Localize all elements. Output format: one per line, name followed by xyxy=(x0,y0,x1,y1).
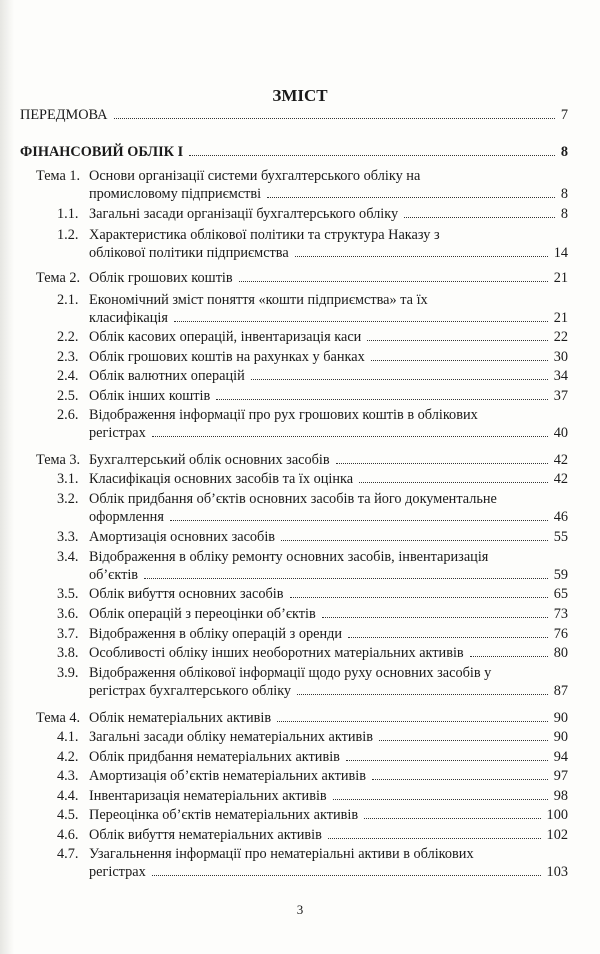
toc-entry-leader-row xyxy=(89,683,568,699)
dot-leader xyxy=(277,721,548,722)
toc-entry-title: Загальні засади обліку нематеріальних активів xyxy=(89,729,373,745)
toc-entry-number: 4.6. xyxy=(57,827,79,843)
toc-entry-title: класифікація xyxy=(89,310,168,326)
dot-leader xyxy=(346,760,548,761)
toc-entry-title: Переоцінка об’єктів нематеріальних активів xyxy=(89,807,359,823)
toc-entry-title-line: Облік придбання об’єктів основних засобів та його документальне xyxy=(89,491,497,507)
toc-entry-leader-row xyxy=(89,729,568,745)
dot-leader xyxy=(174,321,548,322)
toc-entry-title: Облік вибуття основних засобів xyxy=(89,586,284,602)
toc-entry-page: 42 xyxy=(553,471,568,487)
toc-entry-leader-row xyxy=(20,107,568,123)
dot-leader xyxy=(404,217,555,218)
dot-leader xyxy=(371,360,548,361)
toc-entry-leader-row xyxy=(89,509,568,525)
toc-entry-leader-row xyxy=(89,471,568,487)
toc-entry-page: 42 xyxy=(553,452,568,468)
dot-leader xyxy=(290,597,548,598)
toc-entry-title: промисловому підприємстві xyxy=(89,186,262,202)
toc-entry-number: 2.1. xyxy=(57,292,79,308)
toc-entry-leader-row xyxy=(89,710,568,726)
toc-entry-number: 3.1. xyxy=(57,471,79,487)
toc-entry-page: 80 xyxy=(553,645,568,661)
toc-entry-title: Інвентаризація нематеріальних активів xyxy=(89,788,327,804)
toc-entry-leader-row xyxy=(89,768,568,784)
page-spine-shadow xyxy=(0,0,14,954)
toc-entry-leader-row xyxy=(89,388,568,404)
dot-leader xyxy=(144,578,548,579)
toc-entry-leader-row xyxy=(89,206,568,222)
toc-entry-page: 7 xyxy=(560,107,568,123)
dot-leader xyxy=(114,118,555,119)
toc-entry-title: Облік валютних операцій xyxy=(89,368,245,384)
toc-entry-leader-row xyxy=(89,245,568,261)
toc-entry-number: 4.1. xyxy=(57,729,79,745)
toc-entry-page: 87 xyxy=(553,683,568,699)
toc-entry-number: Тема 3. xyxy=(36,452,81,468)
toc-entry-leader-row xyxy=(89,186,568,202)
toc-entry-page: 8 xyxy=(560,206,568,222)
dot-leader xyxy=(152,436,548,437)
toc-entry-page: 65 xyxy=(553,586,568,602)
toc-entry-leader-row xyxy=(89,310,568,326)
toc-entry-title-line: Узагальнення інформації про нематеріальні активи в облікових xyxy=(89,846,474,862)
toc-entry-number: 3.5. xyxy=(57,586,79,602)
toc-entry-number: 2.3. xyxy=(57,349,79,365)
toc-entry-number: 3.7. xyxy=(57,626,79,642)
toc-entry-title-line: Відображення інформації про рух грошових коштів в облікових xyxy=(89,407,478,423)
toc-entry-page: 22 xyxy=(553,329,568,345)
toc-entry-title: облікової політики підприємства xyxy=(89,245,289,261)
toc-entry-leader-row xyxy=(89,749,568,765)
toc-entry-page: 100 xyxy=(546,807,568,823)
toc-entry-number: Тема 4. xyxy=(36,710,81,726)
toc-entry-page: 46 xyxy=(553,509,568,525)
toc-entry-title: регістрах xyxy=(89,864,146,880)
toc-entry-number: 4.7. xyxy=(57,846,79,862)
dot-leader xyxy=(239,281,548,282)
toc-entry-title: Облік касових операцій, інвентаризація каси xyxy=(89,329,362,345)
toc-entry-leader-row xyxy=(89,626,568,642)
toc-entry-title: Облік грошових коштів на рахунках у банках xyxy=(89,349,365,365)
toc-entry-title-line: Відображення облікової інформації щодо руху основних засобів у xyxy=(89,665,492,681)
dot-leader xyxy=(152,875,541,876)
dot-leader xyxy=(379,740,548,741)
dot-leader xyxy=(359,482,548,483)
toc-entry-page: 30 xyxy=(553,349,568,365)
toc-entry-leader-row xyxy=(89,529,568,545)
toc-entry-title-line: Економічний зміст поняття «кошти підприємства» та їх xyxy=(89,292,428,308)
toc-entry-page: 34 xyxy=(553,368,568,384)
toc-entry-leader-row xyxy=(89,567,568,583)
dot-leader xyxy=(297,694,548,695)
toc-entry-number: 3.2. xyxy=(57,491,79,507)
toc-entry-number: 4.5. xyxy=(57,807,79,823)
toc-entry-leader-row xyxy=(89,586,568,602)
toc-entry-number: 3.8. xyxy=(57,645,79,661)
toc-entry-page: 73 xyxy=(553,606,568,622)
toc-entry-title: Амортизація об’єктів нематеріальних активів xyxy=(89,768,367,784)
toc-entry-leader-row xyxy=(89,452,568,468)
toc-entry-page: 97 xyxy=(553,768,568,784)
toc-entry-leader-row xyxy=(89,606,568,622)
dot-leader xyxy=(295,256,548,257)
toc-entry-leader-row xyxy=(89,645,568,661)
toc-entry-title: Загальні засади організації бухгалтерського обліку xyxy=(89,206,399,222)
toc-entry-page: 40 xyxy=(553,425,568,441)
toc-entry-title: об’єктів xyxy=(89,567,139,583)
toc-entry-page: 8 xyxy=(560,144,568,160)
toc-entry-title: оформлення xyxy=(89,509,164,525)
toc-entry-number: 1.2. xyxy=(57,227,79,243)
toc-entry-page: 59 xyxy=(553,567,568,583)
toc-entry-leader-row xyxy=(89,270,568,286)
toc-entry-title-line: Відображення в обліку ремонту основних засобів, інвентаризація xyxy=(89,549,489,565)
toc-entry-number: 4.3. xyxy=(57,768,79,784)
toc-entry-title: Амортизація основних засобів xyxy=(89,529,276,545)
toc-entry-title: Облік інших коштів xyxy=(89,388,211,404)
toc-entry-number: 3.6. xyxy=(57,606,79,622)
toc-entry-page: 21 xyxy=(553,310,568,326)
page-title: ЗМІСТ xyxy=(272,86,328,105)
toc-entry-title: Облік придбання нематеріальних активів xyxy=(89,749,340,765)
toc-entry-page: 14 xyxy=(553,245,568,261)
toc-entry-title: Облік вибуття нематеріальних активів xyxy=(89,827,322,843)
dot-leader xyxy=(322,617,548,618)
toc-entry-title: ПЕРЕДМОВА xyxy=(20,107,108,123)
toc-entry-title-line: Характеристика облікової політики та структура Наказу з xyxy=(89,227,440,243)
toc-entry-title: регістрах xyxy=(89,425,146,441)
toc-entry-title-line: Основи організації системи бухгалтерського обліку на xyxy=(89,168,421,184)
toc-entry-number: 4.2. xyxy=(57,749,79,765)
toc-entry-leader-row xyxy=(89,368,568,384)
dot-leader xyxy=(328,838,541,839)
toc-entry-number: 1.1. xyxy=(57,206,79,222)
toc-entry-leader-row xyxy=(89,329,568,345)
dot-leader xyxy=(372,779,548,780)
toc-entry-page: 94 xyxy=(553,749,568,765)
dot-leader xyxy=(281,540,548,541)
toc-entry-page: 37 xyxy=(553,388,568,404)
toc-entry-number: 2.5. xyxy=(57,388,79,404)
toc-entry-page: 103 xyxy=(546,864,568,880)
dot-leader xyxy=(470,656,548,657)
toc-entry-page: 98 xyxy=(553,788,568,804)
toc-entry-page: 76 xyxy=(553,626,568,642)
toc-entry-number: 2.6. xyxy=(57,407,79,423)
dot-leader xyxy=(170,520,548,521)
toc-entry-leader-row xyxy=(89,864,568,880)
toc-entry-title: Облік нематеріальних активів xyxy=(89,710,272,726)
dot-leader xyxy=(267,197,555,198)
toc-entry-title: Відображення в обліку операцій з оренди xyxy=(89,626,343,642)
dot-leader xyxy=(336,463,548,464)
toc-entry-title: Класифікація основних засобів та їх оцінка xyxy=(89,471,354,487)
dot-leader xyxy=(333,799,548,800)
toc-entry-page: 90 xyxy=(553,729,568,745)
toc-entry-leader-row xyxy=(89,425,568,441)
toc-entry-page: 55 xyxy=(553,529,568,545)
toc-entry-number: Тема 2. xyxy=(36,270,81,286)
toc-entry-title: Облік грошових коштів xyxy=(89,270,233,286)
toc-entry-number: 3.3. xyxy=(57,529,79,545)
toc-entry-page: 21 xyxy=(553,270,568,286)
toc-entry-leader-row xyxy=(89,788,568,804)
toc-entry-page: 102 xyxy=(546,827,568,843)
toc-entry-leader-row xyxy=(20,144,568,160)
toc-entry-title: регістрах бухгалтерського обліку xyxy=(89,683,292,699)
toc-entry-leader-row xyxy=(89,807,568,823)
toc-entry-number: 3.9. xyxy=(57,665,79,681)
dot-leader xyxy=(216,399,547,400)
toc-entry-number: 2.4. xyxy=(57,368,79,384)
toc-entry-number: Тема 1. xyxy=(36,168,81,184)
toc-entry-leader-row xyxy=(89,349,568,365)
dot-leader xyxy=(189,155,555,156)
toc-entry-page: 90 xyxy=(553,710,568,726)
page-number: 3 xyxy=(296,902,304,917)
dot-leader xyxy=(364,818,540,819)
dot-leader xyxy=(348,637,548,638)
toc-entry-leader-row xyxy=(89,827,568,843)
toc-entry-title: Особливості обліку інших необоротних матеріальних активів xyxy=(89,645,464,661)
toc-entry-page: 8 xyxy=(560,186,568,202)
toc-entry-number: 4.4. xyxy=(57,788,79,804)
toc-entry-title: Бухгалтерський облік основних засобів xyxy=(89,452,330,468)
toc-entry-number: 2.2. xyxy=(57,329,79,345)
toc-entry-title: ФІНАНСОВИЙ ОБЛІК І xyxy=(20,144,184,160)
dot-leader xyxy=(367,340,547,341)
toc-entry-number: 3.4. xyxy=(57,549,79,565)
dot-leader xyxy=(251,379,548,380)
toc-entry-title: Облік операцій з переоцінки об’єктів xyxy=(89,606,316,622)
